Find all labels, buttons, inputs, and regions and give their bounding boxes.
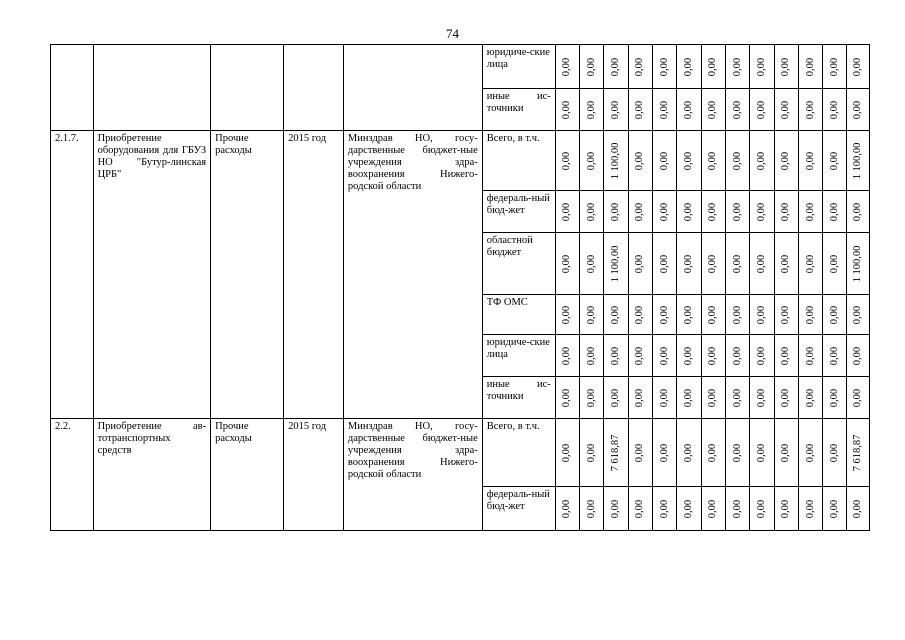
amount-value: 0,00: [707, 202, 719, 221]
amount-value: 0,00: [609, 305, 621, 324]
amount-value: 0,00: [780, 202, 792, 221]
page-number: 74: [446, 26, 459, 41]
amount-value: 0,00: [609, 499, 621, 518]
amount-cell: [701, 233, 725, 295]
amount-cell: [604, 89, 628, 131]
amount-value: 0,00: [804, 443, 816, 462]
amount-value: 0,00: [828, 100, 840, 119]
amount-value: 0,00: [804, 100, 816, 119]
amount-value: 0,00: [561, 57, 573, 76]
amount-value: 1 100,00: [852, 142, 864, 179]
amount-cell: [750, 419, 774, 487]
amount-value: 0,00: [707, 443, 719, 462]
amount-value: 0,00: [561, 346, 573, 365]
amount-cell: [798, 191, 822, 233]
amount-value: 0,00: [585, 151, 597, 170]
amount-cell: [555, 295, 579, 335]
amount-value: 0,00: [561, 305, 573, 324]
amount-cell: [628, 131, 652, 191]
amount-cell: [677, 191, 701, 233]
amount-value: 0,00: [682, 254, 694, 273]
amount-value: 0,00: [731, 100, 743, 119]
amount-cell: [580, 191, 604, 233]
amount-value: 0,00: [804, 202, 816, 221]
amount-value: 0,00: [682, 346, 694, 365]
amount-cell: [847, 233, 870, 295]
amount-cell: [677, 419, 701, 487]
amount-cell: [750, 191, 774, 233]
amount-value: 0,00: [852, 305, 864, 324]
amount-cell: [580, 131, 604, 191]
amount-value: 7 618,87: [609, 434, 621, 471]
amount-cell: [798, 295, 822, 335]
amount-value: 0,00: [828, 202, 840, 221]
amount-value: 0,00: [634, 202, 646, 221]
amount-value: 0,00: [682, 305, 694, 324]
amount-cell: [750, 131, 774, 191]
amount-value: 0,00: [634, 499, 646, 518]
amount-value: 0,00: [634, 254, 646, 273]
amount-value: 0,00: [755, 388, 767, 407]
amount-value: 0,00: [755, 202, 767, 221]
amount-cell: [604, 131, 628, 191]
amount-value: 0,00: [804, 346, 816, 365]
table-row: [51, 131, 870, 191]
amount-cell: [652, 295, 676, 335]
amount-cell: [750, 335, 774, 377]
amount-cell: [580, 45, 604, 89]
amount-cell: [798, 419, 822, 487]
amount-cell: [701, 191, 725, 233]
amount-value: 0,00: [682, 202, 694, 221]
amount-value: 0,00: [561, 499, 573, 518]
amount-value: 0,00: [731, 151, 743, 170]
amount-value: 0,00: [585, 346, 597, 365]
amount-cell: [798, 233, 822, 295]
amount-cell: [701, 335, 725, 377]
executor-cell: Минздрав НО, госу-дарственные бюджет-ные учреждения здра-воохранения Нижего-родской области: [343, 419, 482, 531]
funding-source-cell: иные ис-точники: [482, 377, 555, 419]
amount-value: 0,00: [634, 388, 646, 407]
funding-source-cell: федераль-ный бюд-жет: [482, 191, 555, 233]
amount-cell: [652, 377, 676, 419]
amount-value: 0,00: [561, 100, 573, 119]
amount-cell: [677, 45, 701, 89]
amount-cell: [750, 377, 774, 419]
year-cell: 2015 год: [284, 419, 344, 531]
amount-cell: [823, 335, 847, 377]
amount-cell: [701, 419, 725, 487]
amount-value: 1 100,00: [609, 142, 621, 179]
amount-value: 0,00: [852, 100, 864, 119]
amount-cell: [823, 45, 847, 89]
amount-value: 0,00: [731, 388, 743, 407]
amount-value: 0,00: [634, 443, 646, 462]
amount-cell: [555, 419, 579, 487]
amount-cell: [652, 487, 676, 531]
amount-cell: [628, 487, 652, 531]
amount-cell: [628, 377, 652, 419]
amount-value: 0,00: [755, 443, 767, 462]
amount-value: 0,00: [658, 305, 670, 324]
amount-value: 0,00: [707, 499, 719, 518]
amount-value: 0,00: [707, 346, 719, 365]
amount-value: 0,00: [634, 151, 646, 170]
funding-source-cell: федераль-ный бюд-жет: [482, 487, 555, 531]
amount-cell: [628, 295, 652, 335]
amount-cell: [725, 419, 749, 487]
amount-cell: [628, 233, 652, 295]
amount-cell: [555, 191, 579, 233]
amount-value: 0,00: [658, 443, 670, 462]
amount-value: 0,00: [755, 100, 767, 119]
amount-cell: [798, 89, 822, 131]
amount-value: 0,00: [634, 57, 646, 76]
amount-value: 0,00: [755, 346, 767, 365]
expense-type-cell: [211, 45, 284, 131]
amount-value: 0,00: [804, 151, 816, 170]
amount-value: 0,00: [658, 254, 670, 273]
amount-value: 0,00: [658, 202, 670, 221]
amount-cell: [677, 233, 701, 295]
amount-value: 1 100,00: [609, 245, 621, 282]
amount-cell: [677, 377, 701, 419]
amount-value: 0,00: [682, 388, 694, 407]
amount-cell: [604, 191, 628, 233]
amount-cell: [798, 487, 822, 531]
amount-cell: [701, 377, 725, 419]
amount-cell: [774, 233, 798, 295]
funding-source-cell: Всего, в т.ч.: [482, 419, 555, 487]
amount-value: 0,00: [634, 100, 646, 119]
amount-value: 0,00: [707, 254, 719, 273]
amount-value: 0,00: [561, 254, 573, 273]
amount-cell: [701, 45, 725, 89]
amount-value: 1 100,00: [852, 245, 864, 282]
amount-cell: [823, 191, 847, 233]
amount-cell: [555, 45, 579, 89]
amount-cell: [628, 335, 652, 377]
amount-cell: [774, 419, 798, 487]
amount-cell: [604, 45, 628, 89]
amount-cell: [750, 89, 774, 131]
amount-value: 0,00: [780, 305, 792, 324]
amount-cell: [628, 419, 652, 487]
item-code-cell: 2.2.: [51, 419, 94, 531]
amount-cell: [798, 131, 822, 191]
amount-cell: [580, 419, 604, 487]
amount-value: 0,00: [828, 499, 840, 518]
amount-value: 0,00: [780, 151, 792, 170]
amount-value: 0,00: [682, 100, 694, 119]
amount-value: 0,00: [731, 346, 743, 365]
amount-cell: [677, 89, 701, 131]
amount-value: 0,00: [828, 57, 840, 76]
amount-value: 0,00: [609, 100, 621, 119]
amount-cell: [725, 233, 749, 295]
amount-cell: [725, 377, 749, 419]
amount-value: 0,00: [731, 57, 743, 76]
amount-cell: [725, 295, 749, 335]
expense-type-cell: Прочие расходы: [211, 131, 284, 419]
funding-source-cell: иные ис-точники: [482, 89, 555, 131]
amount-cell: [555, 335, 579, 377]
item-code-cell: [51, 45, 94, 131]
amount-cell: [847, 131, 870, 191]
amount-cell: [750, 295, 774, 335]
amount-cell: [701, 89, 725, 131]
amount-cell: [677, 335, 701, 377]
amount-value: 0,00: [707, 57, 719, 76]
table-row: [51, 419, 870, 487]
amount-cell: [847, 295, 870, 335]
amount-cell: [652, 233, 676, 295]
amount-cell: [580, 233, 604, 295]
amount-cell: [555, 131, 579, 191]
amount-value: 0,00: [780, 57, 792, 76]
amount-value: 0,00: [852, 346, 864, 365]
amount-value: 0,00: [780, 443, 792, 462]
amount-value: 0,00: [852, 202, 864, 221]
amount-cell: [823, 295, 847, 335]
amount-cell: [677, 487, 701, 531]
amount-cell: [774, 377, 798, 419]
amount-value: 0,00: [852, 57, 864, 76]
amount-value: 0,00: [731, 443, 743, 462]
amount-cell: [652, 131, 676, 191]
amount-value: 0,00: [780, 499, 792, 518]
amount-value: 0,00: [828, 151, 840, 170]
amount-value: 0,00: [634, 346, 646, 365]
executor-cell: [343, 45, 482, 131]
amount-cell: [725, 191, 749, 233]
amount-cell: [725, 89, 749, 131]
amount-cell: [847, 487, 870, 531]
amount-value: 0,00: [731, 202, 743, 221]
amount-cell: [701, 131, 725, 191]
amount-cell: [580, 295, 604, 335]
amount-value: 0,00: [780, 346, 792, 365]
amount-cell: [701, 295, 725, 335]
amount-value: 0,00: [731, 254, 743, 273]
amount-value: 0,00: [658, 57, 670, 76]
amount-cell: [725, 45, 749, 89]
amount-value: 0,00: [780, 100, 792, 119]
amount-value: 0,00: [780, 388, 792, 407]
amount-cell: [725, 131, 749, 191]
amount-value: 0,00: [828, 388, 840, 407]
item-name-cell: [93, 45, 211, 131]
amount-value: 0,00: [585, 499, 597, 518]
amount-cell: [774, 89, 798, 131]
amount-cell: [628, 89, 652, 131]
amount-cell: [555, 233, 579, 295]
funding-source-cell: юридиче-ские лица: [482, 335, 555, 377]
amount-cell: [823, 233, 847, 295]
amount-value: 0,00: [561, 202, 573, 221]
amount-value: 0,00: [658, 346, 670, 365]
amount-value: 0,00: [707, 151, 719, 170]
amount-cell: [750, 233, 774, 295]
amount-value: 0,00: [682, 499, 694, 518]
amount-value: 0,00: [658, 151, 670, 170]
amount-cell: [847, 89, 870, 131]
amount-cell: [677, 295, 701, 335]
amount-cell: [823, 487, 847, 531]
amount-value: 0,00: [731, 499, 743, 518]
amount-value: 0,00: [828, 254, 840, 273]
amount-value: 0,00: [731, 305, 743, 324]
amount-cell: [604, 377, 628, 419]
amount-cell: [652, 335, 676, 377]
amount-cell: [798, 377, 822, 419]
amount-value: 0,00: [755, 151, 767, 170]
amount-value: 0,00: [609, 346, 621, 365]
amount-value: 0,00: [561, 388, 573, 407]
amount-value: 0,00: [682, 443, 694, 462]
amount-value: 0,00: [804, 499, 816, 518]
funding-source-cell: юридиче-ские лица: [482, 45, 555, 89]
amount-cell: [798, 45, 822, 89]
amount-value: 0,00: [828, 443, 840, 462]
amount-cell: [677, 131, 701, 191]
amount-value: 0,00: [804, 305, 816, 324]
funding-table: [50, 44, 870, 531]
amount-value: 0,00: [585, 57, 597, 76]
amount-value: 0,00: [707, 100, 719, 119]
amount-cell: [652, 45, 676, 89]
amount-cell: [580, 487, 604, 531]
amount-cell: [847, 419, 870, 487]
amount-cell: [750, 487, 774, 531]
amount-value: 0,00: [755, 57, 767, 76]
amount-cell: [652, 419, 676, 487]
amount-value: 7 618,87: [852, 434, 864, 471]
amount-cell: [823, 89, 847, 131]
amount-cell: [774, 191, 798, 233]
amount-cell: [555, 89, 579, 131]
amount-value: 0,00: [755, 499, 767, 518]
amount-value: 0,00: [585, 254, 597, 273]
amount-value: 0,00: [852, 388, 864, 407]
amount-value: 0,00: [682, 151, 694, 170]
amount-value: 0,00: [707, 305, 719, 324]
amount-cell: [847, 191, 870, 233]
year-cell: [284, 45, 344, 131]
amount-cell: [847, 335, 870, 377]
amount-cell: [652, 89, 676, 131]
amount-cell: [555, 487, 579, 531]
table-row: [51, 45, 870, 89]
amount-cell: [628, 45, 652, 89]
amount-value: 0,00: [561, 151, 573, 170]
funding-source-cell: Всего, в т.ч.: [482, 131, 555, 191]
amount-value: 0,00: [658, 499, 670, 518]
amount-cell: [750, 45, 774, 89]
amount-cell: [823, 131, 847, 191]
amount-value: 0,00: [561, 443, 573, 462]
item-code-cell: 2.1.7.: [51, 131, 94, 419]
funding-source-cell: ТФ ОМС: [482, 295, 555, 335]
amount-cell: [604, 487, 628, 531]
amount-cell: [604, 295, 628, 335]
amount-cell: [774, 335, 798, 377]
amount-value: 0,00: [585, 388, 597, 407]
amount-cell: [847, 377, 870, 419]
amount-value: 0,00: [828, 346, 840, 365]
amount-value: 0,00: [609, 388, 621, 407]
amount-value: 0,00: [852, 499, 864, 518]
executor-cell: Минздрав НО, госу-дарственные бюджет-ные учреждения здра-воохранения Нижего-родской области: [343, 131, 482, 419]
amount-value: 0,00: [658, 388, 670, 407]
amount-value: 0,00: [658, 100, 670, 119]
amount-cell: [725, 487, 749, 531]
amount-value: 0,00: [585, 100, 597, 119]
amount-cell: [823, 419, 847, 487]
amount-value: 0,00: [804, 388, 816, 407]
amount-cell: [580, 377, 604, 419]
amount-cell: [628, 191, 652, 233]
item-name-cell: Приобретение ав-тотранспортных средств: [93, 419, 211, 531]
amount-value: 0,00: [804, 254, 816, 273]
amount-value: 0,00: [609, 57, 621, 76]
amount-value: 0,00: [828, 305, 840, 324]
expense-type-cell: Прочие расходы: [211, 419, 284, 531]
amount-value: 0,00: [755, 254, 767, 273]
amount-cell: [774, 487, 798, 531]
amount-value: 0,00: [707, 388, 719, 407]
amount-cell: [774, 131, 798, 191]
amount-value: 0,00: [682, 57, 694, 76]
amount-cell: [604, 233, 628, 295]
amount-cell: [823, 377, 847, 419]
amount-cell: [701, 487, 725, 531]
amount-value: 0,00: [585, 202, 597, 221]
amount-value: 0,00: [585, 443, 597, 462]
amount-cell: [604, 419, 628, 487]
amount-value: 0,00: [585, 305, 597, 324]
amount-cell: [774, 295, 798, 335]
amount-cell: [652, 191, 676, 233]
amount-value: 0,00: [804, 57, 816, 76]
amount-cell: [555, 377, 579, 419]
item-name-cell: Приобретение оборудования для ГБУЗ НО "Бутур-линская ЦРБ": [93, 131, 211, 419]
amount-value: 0,00: [609, 202, 621, 221]
amount-cell: [798, 335, 822, 377]
amount-cell: [725, 335, 749, 377]
amount-cell: [580, 335, 604, 377]
funding-source-cell: областной бюджет: [482, 233, 555, 295]
amount-value: 0,00: [755, 305, 767, 324]
amount-cell: [580, 89, 604, 131]
amount-value: 0,00: [780, 254, 792, 273]
amount-cell: [847, 45, 870, 89]
year-cell: 2015 год: [284, 131, 344, 419]
amount-cell: [604, 335, 628, 377]
amount-cell: [774, 45, 798, 89]
amount-value: 0,00: [634, 305, 646, 324]
